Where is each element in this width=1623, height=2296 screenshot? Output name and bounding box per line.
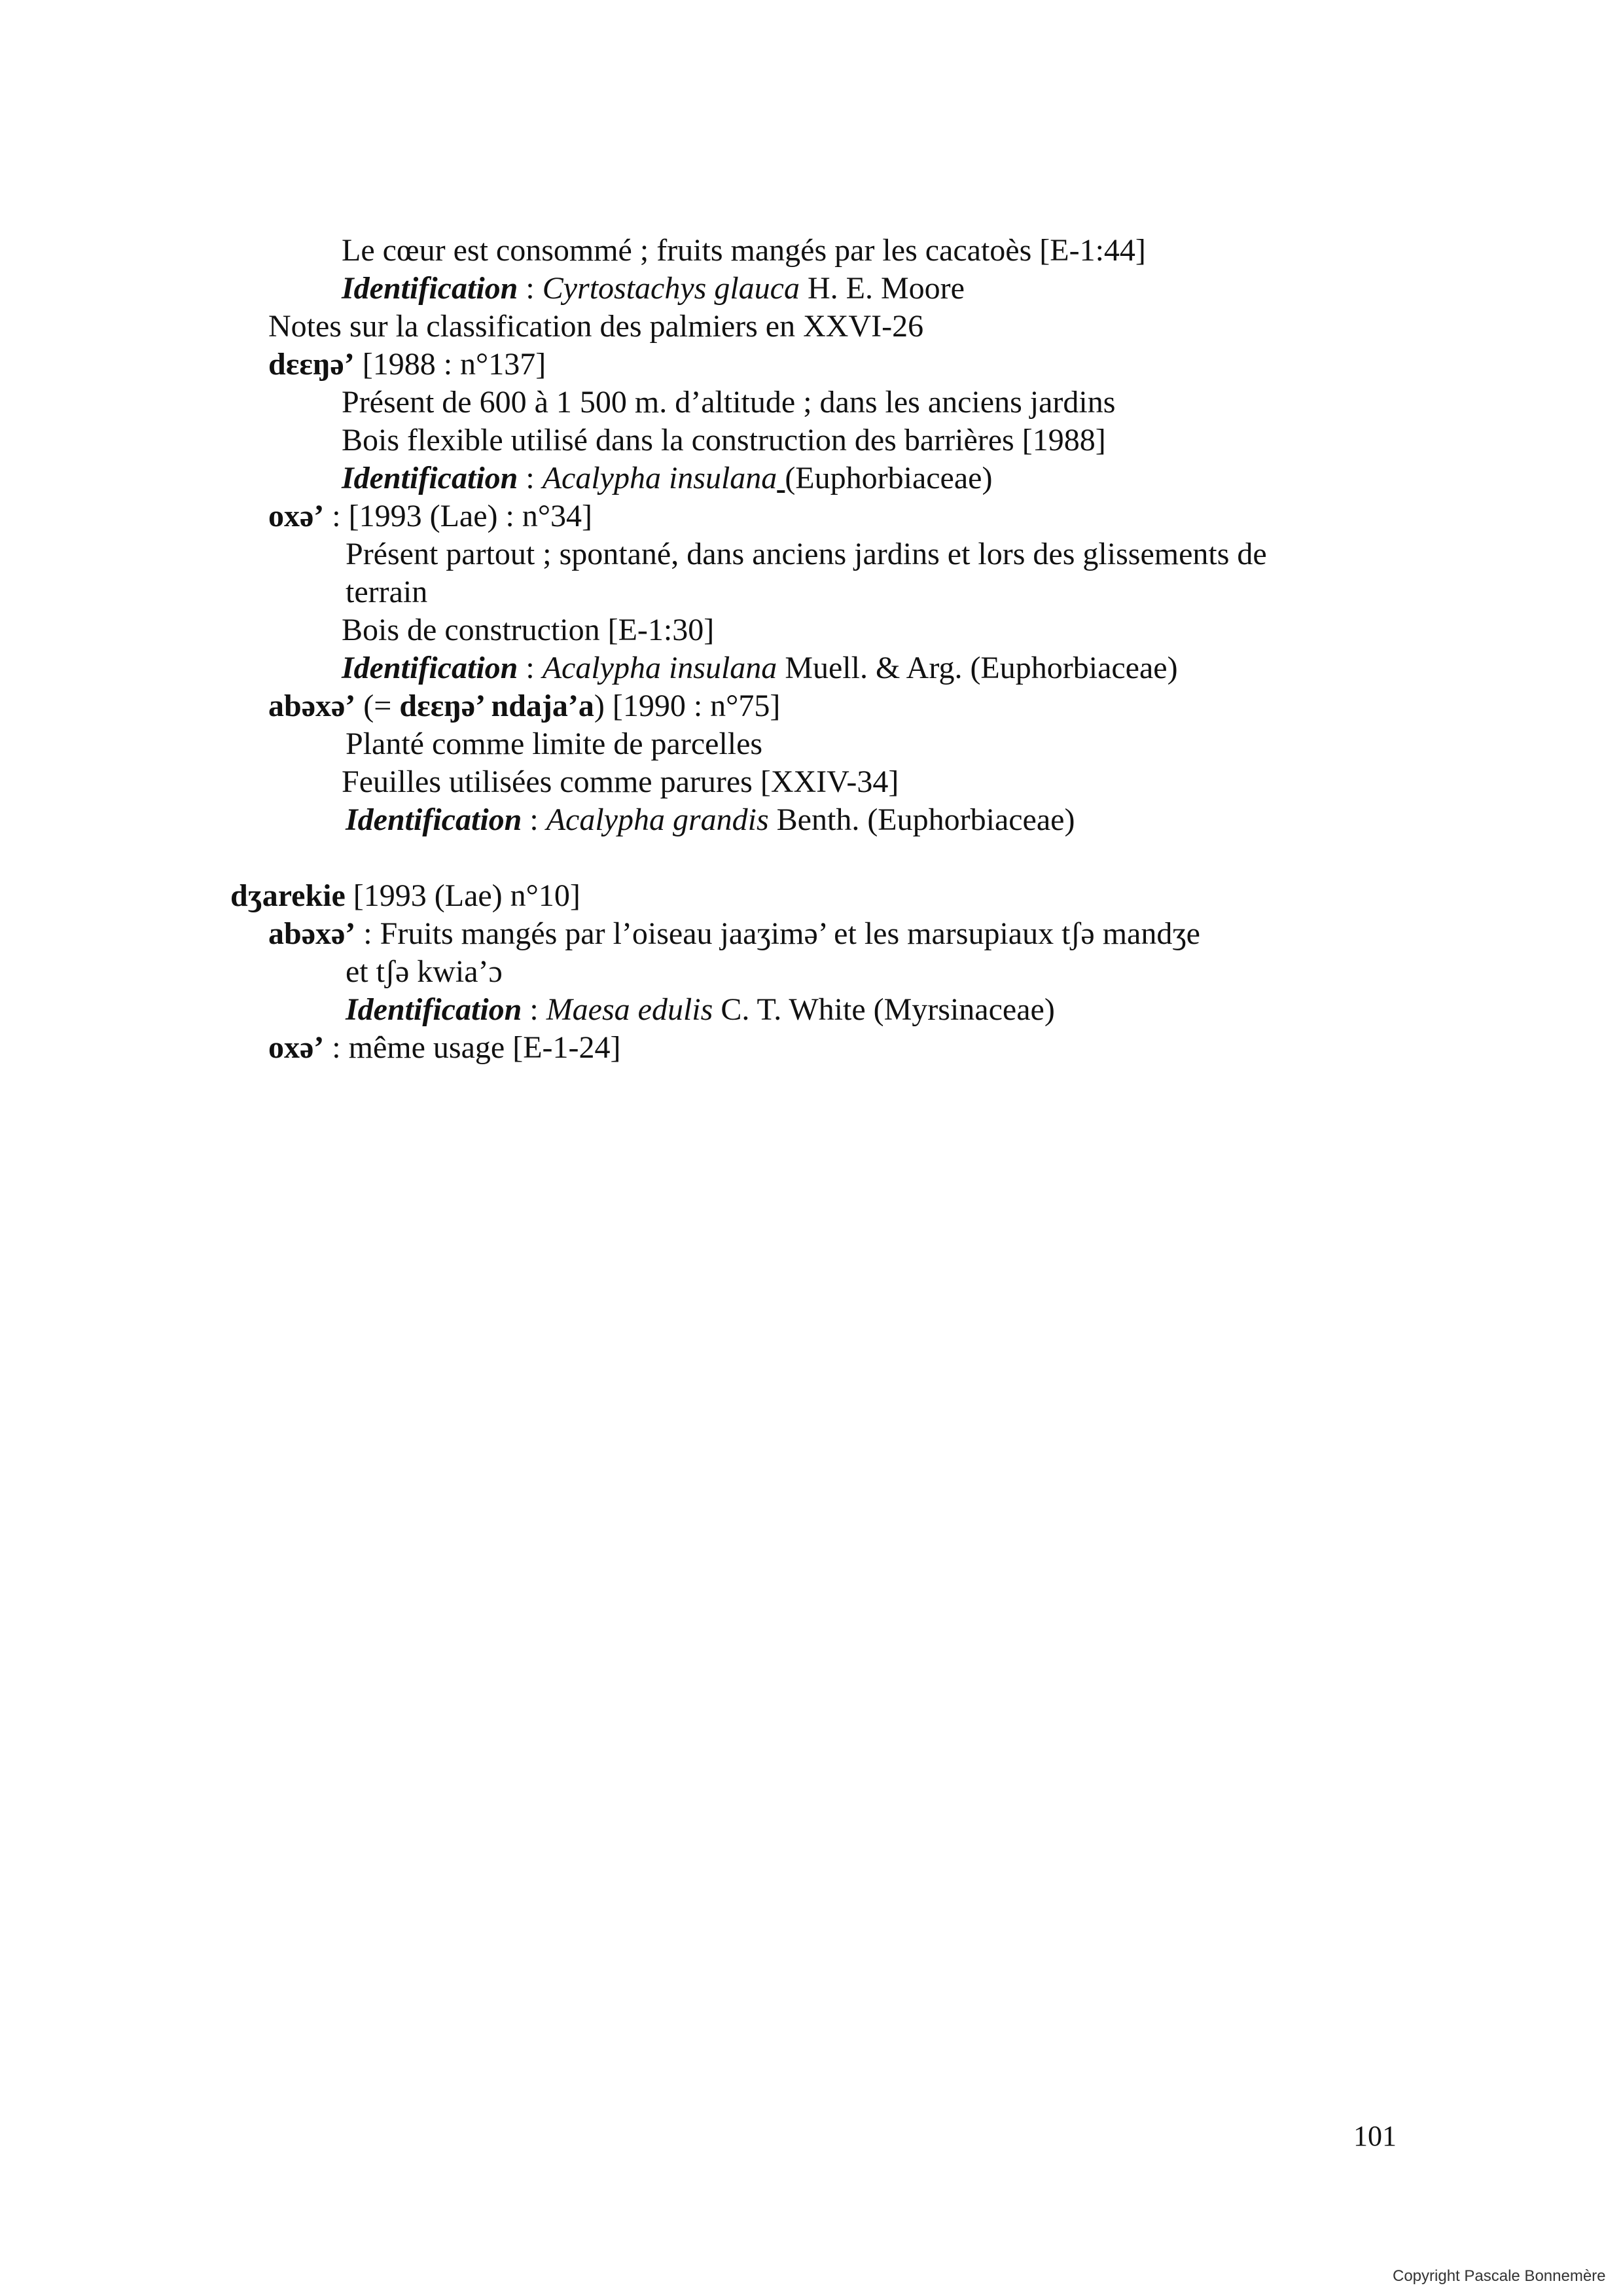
text-run: : même usage [E-1-24] [324,1030,621,1065]
text-line [346,573,427,611]
identification-label: Identification [346,992,522,1027]
entry-heading [268,687,780,725]
text-run: Notes sur la classification des palmiers en XXVI-26 [268,309,924,344]
page-number: 101 [1353,2120,1397,2152]
text-run: Présent de 600 à 1 500 m. d’altitude ; dans les anciens jardins [342,385,1116,420]
vernacular-term: dɛɛŋə’ [268,347,355,382]
family-name: (Euphorbiaceae) [785,461,993,495]
species-name: Acalypha insulana [542,651,777,685]
species-name: Cyrtostachys glauca [542,271,800,306]
note-line [268,308,923,346]
identification-label: Identification [342,461,518,495]
vernacular-term: abəxə’ [268,689,356,723]
text-run: terrain [346,575,428,609]
identification-label: Identification [342,271,518,306]
identification-label: Identification [342,651,518,685]
text-run: Bois de construction [E-1:30] [342,613,715,647]
text-run: Présent partout ; spontané, dans anciens jardins et lors des glissements de [346,537,1267,571]
text-run: et tʃə kwia’ɔ [346,954,503,989]
text-run: : [518,461,543,495]
entry-heading [268,346,546,384]
identification-line [346,801,1075,839]
identification-line [346,991,1055,1029]
entry-heading [268,497,592,535]
text-line [346,953,503,991]
species-name: Maesa edulis [546,992,713,1027]
identification-label: Identification [346,802,522,837]
text-line [342,232,1146,270]
identification-line [342,459,992,497]
text-run: Bois flexible utilisé dans la construction des barrières [1988] [342,423,1106,457]
author-name: Benth. (Euphorbiaceae) [768,802,1075,837]
plant-name: dʒarekie [230,878,346,913]
entry-heading [230,877,580,915]
text-run [777,461,785,495]
species-name: Acalypha grandis [546,802,769,837]
reference-text: : [1993 (Lae) : n°34] [324,499,593,533]
vernacular-term: oxə’ [268,1030,325,1065]
text-line [342,763,899,801]
text-run: : [518,651,543,685]
reference-text: ) [1990 : n°75] [594,689,781,723]
author-name: C. T. White (Myrsinaceae) [713,992,1055,1027]
text-run: : [522,992,546,1027]
species-name: Acalypha insulana [542,461,777,495]
text-run: Planté comme limite de parcelles [346,726,763,761]
text-line [342,422,1106,459]
author-name: Muell. & Arg. (Euphorbiaceae) [777,651,1178,685]
text-line [346,535,1267,573]
author-name: H. E. Moore [799,271,965,306]
text-run: (= [355,689,400,723]
text-line [346,725,762,763]
text-line [342,611,714,649]
text-run: : [518,271,543,306]
text-run: Le cœur est consommé ; fruits mangés par les cacatoès [E-1:44] [342,233,1146,268]
vernacular-term: abəxə’ [268,916,356,951]
text-run: : [522,802,546,837]
reference-text: [1993 (Lae) n°10] [345,878,580,913]
reference-text: [1988 : n°137] [354,347,546,382]
text-line [342,384,1115,422]
text-run: Feuilles utilisées comme parures [XXIV-34] [342,764,899,799]
identification-line [342,649,1178,687]
vernacular-term: oxə’ [268,499,325,533]
text-run: : Fruits mangés par l’oiseau jaaʒimə’ et les marsupiaux tʃə mandʒe [355,916,1200,951]
copyright-notice: Copyright Pascale Bonnemère [1393,2267,1606,2285]
vernacular-synonym: dɛɛŋə’ ndaja’a [399,689,594,723]
entry-heading [268,1029,620,1067]
entry-heading [268,915,1200,953]
identification-line [342,270,965,308]
